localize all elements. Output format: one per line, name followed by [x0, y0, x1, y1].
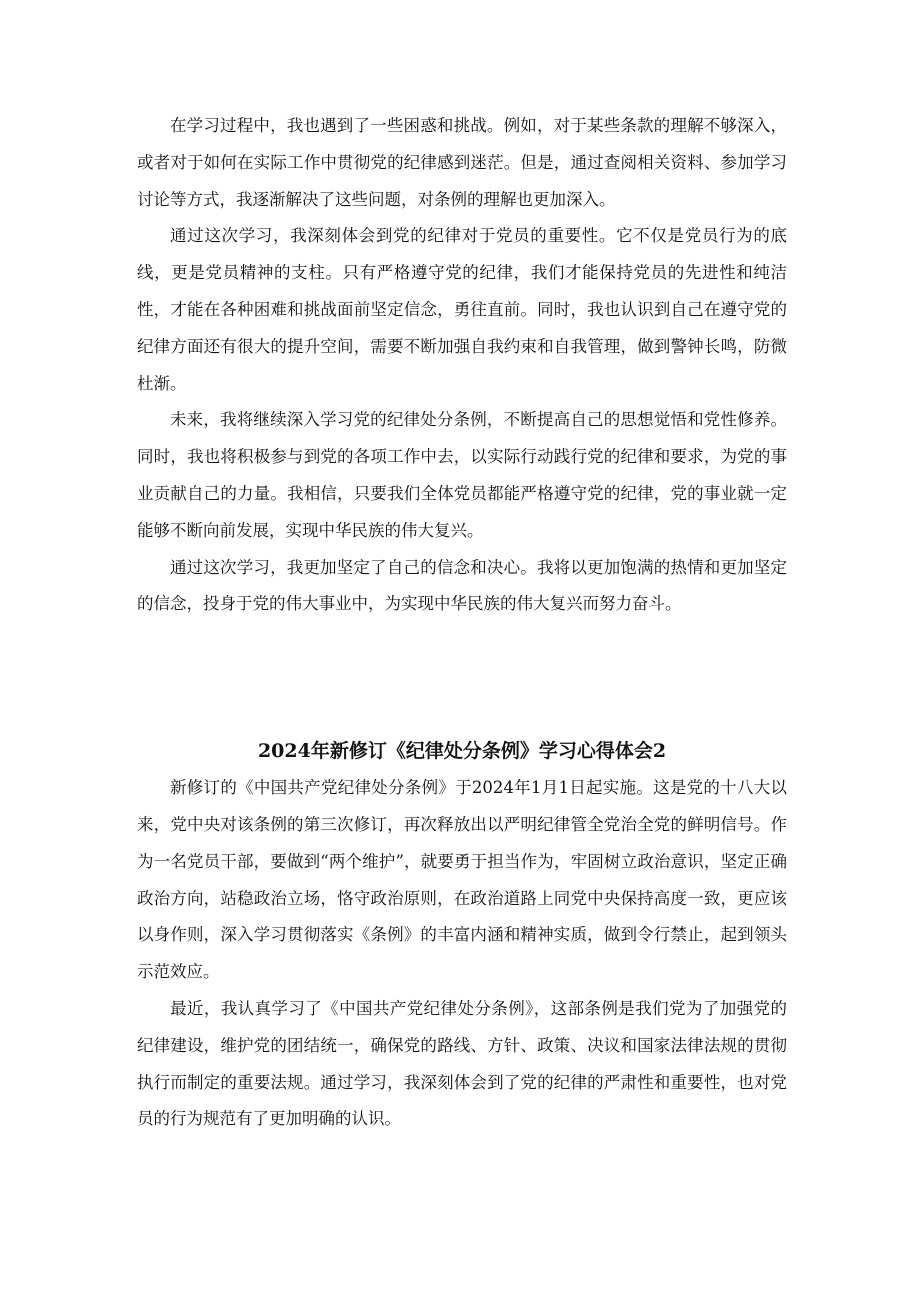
paragraph: 最近，我认真学习了《中国共产党纪律处分条例》，这部条例是我们党为了加强党的纪律建设，维护党的团结统一，确保党的路线、方针、政策、决议和国家法律法规的贯彻执行而制定的重要法规。通过学习，我深刻体会到了党的纪律的严肃性和重要性，也对党员的行为规范有了更加明确的认识。 [137, 998, 787, 1129]
paragraph: 新修订的《中国共产党纪律处分条例》于2024年1月1日起实施。这是党的十八大以来，党中央对该条例的第三次修订，再次释放出以严明纪律管全党治全党的鲜明信号。作为一名党员干部，要做到“两个维护”，就要勇于担当作为，牢固树立政治意识，坚定正确政治方向，站稳政治立场，恪守政治原则，在政治道路上同党中央保持高度一致，更应该以身作则，深入学习贯彻落实《条例》的丰富内涵和精神实质，做到令行禁止，起到领头示范效应。 [137, 778, 787, 982]
paragraph: 在学习过程中，我也遇到了一些困惑和挑战。例如，对于某些条款的理解不够深入，或者对于如何在实际工作中贯彻党的纪律感到迷茫。但是，通过查阅相关资料、参加学习讨论等方式，我逐渐解决了这些问题，对条例的理解也更加深入。 [137, 116, 787, 209]
section-part-1 [137, 108, 787, 623]
section-spacer [137, 623, 787, 733]
paragraph: 通过这次学习，我更加坚定了自己的信念和决心。我将以更加饱满的热情和更加坚定的信念，投身于党的伟大事业中，为实现中华民族的伟大复兴而努力奋斗。 [137, 557, 787, 614]
section-title: 2024年新修订《纪律处分条例》学习心得体会2 [257, 740, 667, 763]
section-part-2 [137, 733, 787, 1138]
document-body [137, 108, 787, 1138]
paragraph: 未来，我将继续深入学习党的纪律处分条例，不断提高自己的思想觉悟和党性修养。同时，我也将积极参与到党的各项工作中去，以实际行动践行党的纪律和要求，为党的事业贡献自己的力量。我相信，只要我们全体党员都能严格遵守党的纪律，党的事业就一定能够不断向前发展，实现中华民族的伟大复兴。 [137, 410, 787, 540]
paragraph: 通过这次学习，我深刻体会到党的纪律对于党员的重要性。它不仅是党员行为的底线，更是党员精神的支柱。只有严格遵守党的纪律，我们才能保持党员的先进性和纯洁性，才能在各种困难和挑战面前坚定信念，勇往直前。同时，我也认识到自己在遵守党的纪律方面还有很大的提升空间，需要不断加强自我约束和自我管理，做到警钟长鸣，防微杜渐。 [137, 226, 787, 393]
